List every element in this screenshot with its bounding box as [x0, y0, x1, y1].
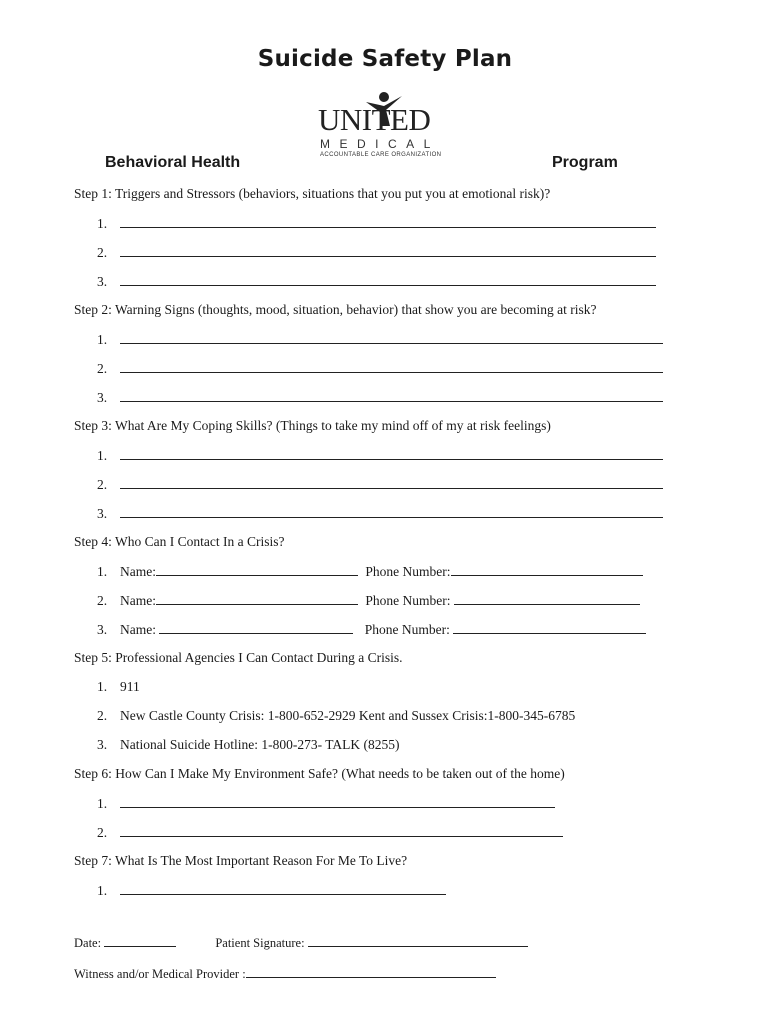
date-row [74, 934, 528, 951]
signature-line[interactable] [308, 934, 528, 947]
item-number: 2. [97, 361, 108, 376]
item-number: 1. [97, 332, 108, 347]
answer-line[interactable] [120, 795, 555, 808]
step-1-label: Step 1: Triggers and Stressors (behaviors, situations that you put you at emotional risk)? [74, 186, 551, 201]
item-number: 2. [97, 593, 108, 608]
answer-line[interactable] [120, 331, 663, 344]
agency-item [97, 679, 140, 695]
name-line[interactable] [159, 621, 353, 634]
step-6-item-2 [97, 824, 563, 841]
item-number: 3. [97, 622, 108, 637]
step-1-item-2 [97, 244, 656, 261]
agency-text: New Castle County Crisis: 1-800-652-2929 Kent and Sussex Crisis:1-800-345-6785 [120, 708, 576, 723]
header-left: Behavioral Health [105, 154, 241, 171]
header-right: Program [552, 154, 618, 171]
name-label: Name: [120, 593, 156, 608]
step-1-item-3 [97, 273, 656, 290]
step-2-item-2 [97, 360, 663, 377]
name-label: Name: [120, 564, 156, 579]
step-2-item-1 [97, 331, 663, 348]
logo-tagline: ACCOUNTABLE CARE ORGANIZATION [320, 152, 442, 158]
item-number: 1. [97, 883, 108, 898]
answer-line[interactable] [120, 360, 663, 373]
united-medical-logo [308, 90, 468, 162]
answer-line[interactable] [120, 447, 663, 460]
witness-label: Witness and/or Medical Provider : [74, 967, 246, 981]
step-2-label: Step 2: Warning Signs (thoughts, mood, situation, behavior) that show you are becoming at risk? [74, 302, 597, 317]
answer-line[interactable] [120, 244, 656, 257]
answer-line[interactable] [120, 215, 656, 228]
date-label: Date: [74, 936, 102, 950]
step-1-item-1 [97, 215, 656, 232]
contact-row [97, 563, 643, 580]
witness-row [74, 965, 496, 982]
logo-word: UNITED [318, 102, 431, 137]
answer-line[interactable] [120, 273, 656, 286]
item-number: 3. [97, 390, 108, 405]
step-7-item-1 [97, 882, 446, 899]
item-number: 3. [97, 737, 108, 752]
contact-row [97, 592, 640, 609]
item-number: 1. [97, 564, 108, 579]
item-number: 2. [97, 825, 108, 840]
date-line[interactable] [104, 934, 176, 947]
agency-text: National Suicide Hotline: 1-800-273- TALK (8255) [120, 737, 400, 752]
agency-text: 911 [120, 679, 140, 694]
signature-label: Patient Signature: [215, 936, 305, 950]
item-number: 2. [97, 708, 108, 723]
logo-sub: MEDICAL [320, 137, 440, 151]
phone-label: Phone Number: [365, 593, 451, 608]
step-6-item-1 [97, 795, 555, 812]
answer-line[interactable] [120, 476, 663, 489]
item-number: 1. [97, 796, 108, 811]
item-number: 3. [97, 274, 108, 289]
agency-item [97, 737, 400, 753]
phone-line[interactable] [451, 563, 643, 576]
phone-line[interactable] [454, 592, 640, 605]
step-3-item-1 [97, 447, 663, 464]
item-number: 1. [97, 448, 108, 463]
answer-line[interactable] [120, 505, 663, 518]
item-number: 2. [97, 245, 108, 260]
phone-label: Phone Number: [364, 622, 450, 637]
agency-item [97, 708, 575, 724]
page-title: Suicide Safety Plan [257, 46, 513, 72]
answer-line[interactable] [120, 882, 446, 895]
name-line[interactable] [156, 592, 358, 605]
step-5-label: Step 5: Professional Agencies I Can Contact During a Crisis. [74, 650, 403, 665]
item-number: 2. [97, 477, 108, 492]
item-number: 1. [97, 679, 108, 694]
step-3-item-2 [97, 476, 663, 493]
contact-row [97, 621, 646, 638]
step-7-label: Step 7: What Is The Most Important Reason For Me To Live? [74, 853, 408, 868]
name-line[interactable] [156, 563, 358, 576]
name-label: Name: [120, 622, 156, 637]
phone-line[interactable] [453, 621, 646, 634]
answer-line[interactable] [120, 824, 563, 837]
item-number: 3. [97, 506, 108, 521]
step-3-label: Step 3: What Are My Coping Skills? (Things to take my mind off of my at risk feelings) [74, 418, 551, 433]
step-2-item-3 [97, 389, 663, 406]
step-3-item-3 [97, 505, 663, 522]
item-number: 1. [97, 216, 108, 231]
answer-line[interactable] [120, 389, 663, 402]
step-4-label: Step 4: Who Can I Contact In a Crisis? [74, 534, 285, 549]
step-6-label: Step 6: How Can I Make My Environment Safe? (What needs to be taken out of the home) [74, 766, 565, 781]
phone-label: Phone Number: [365, 564, 451, 579]
witness-line[interactable] [246, 965, 496, 978]
